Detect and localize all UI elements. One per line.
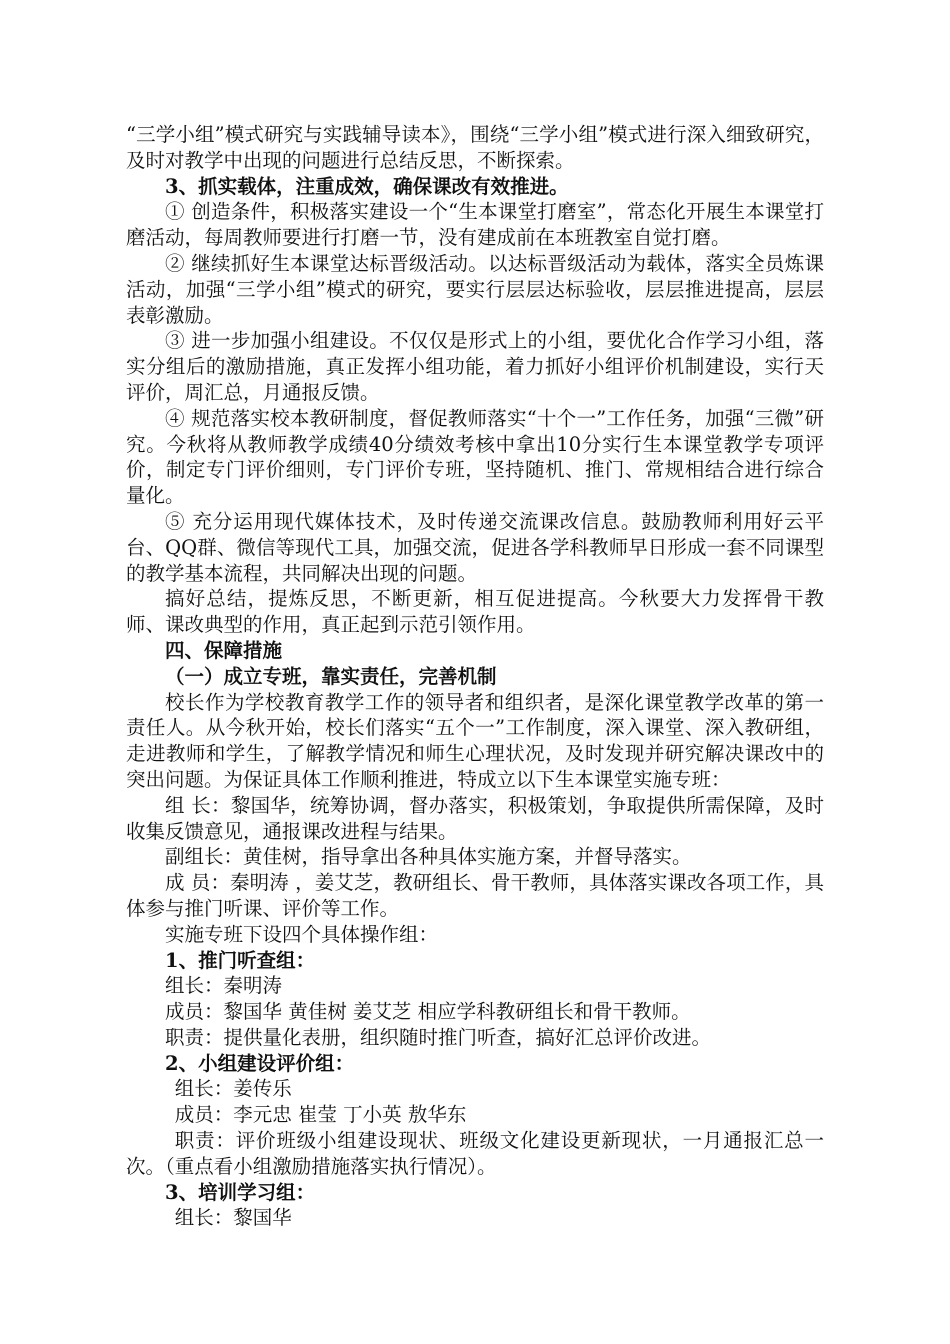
section-heading-3: 3、抓实载体，注重成效，确保课改有效推进。 (165, 174, 569, 198)
paragraph-subgroups-intro: 实施专班下设四个具体操作组： (165, 922, 439, 946)
paragraph-principal: 校长作为学校教育教学工作的领导者和组织者，是深化课堂教学改革的第一责任人。从今秋开始，校长们落实“五个一”工作制度，深入课堂、深入教研组，走进教师和学生，了解教学情况和师生心理状况，及时发现并研究解决课改中的突出问题。为保证具体工作顺利推进，特成立以下生本课堂实施专班： (126, 690, 824, 791)
paragraph-item-5: ⑤ 充分运用现代媒体技术，及时传递交流课改信息。鼓励教师利用好云平台、QQ群、微信等现代工具，加强交流，促进各学科教师早日形成一套不同课型的教学基本流程，共同解决出现的问题。 (126, 509, 824, 585)
paragraph-summary: 搞好总结，提炼反思，不断更新，相互促进提高。今秋要大力发挥骨干教师、课改典型的作用，真正起到示范引领作用。 (126, 587, 824, 637)
paragraph-deputy-leader: 副组长：黄佳树，指导拿出各种具体实施方案，并督导落实。 (165, 845, 692, 869)
subgroup-3-leader: 组长：黎国华 (174, 1206, 292, 1230)
paragraph-intro-continuation: “三学小组”模式研究与实践辅导读本》，围绕“三学小组”模式进行深入细致研究，及时对教学中出现的问题进行总结反思，不断探索。 (126, 123, 824, 172)
subgroup-2-duties: 职责：评价班级小组建设现状、班级文化建设更新现状，一月通报汇总一次。（重点看小组激励措施落实执行情况）。 (126, 1129, 824, 1178)
subgroup-heading-2: 2、小组建设评价组： (165, 1051, 355, 1075)
paragraph-group-leader: 组 长：黎国华，统筹协调，督办落实，积极策划，争取提供所需保障，及时收集反馈意见，通报课改进程与结果。 (126, 793, 824, 843)
paragraph-item-3: ③ 进一步加强小组建设。不仅仅是形式上的小组，要优化合作学习小组，落实分组后的激励措施，真正发挥小组功能，着力抓好小组评价机制建设，实行天评价，周汇总，月通报反馈。 (126, 329, 824, 404)
paragraph-item-2: ② 继续抓好生本课堂达标晋级活动。以达标晋级活动为载体，落实全员炼课活动，加强“三学小组”模式的研究，要实行层层达标验收，层层推进提高，层层表彰激励。 (126, 251, 824, 327)
subgroup-heading-1: 1、推门听查组： (165, 948, 316, 972)
subgroup-1-leader: 组长：秦明涛 (165, 974, 283, 998)
paragraph-item-1: ① 创造条件，积极落实建设一个“生本课堂打磨室”，常态化开展生本课堂打磨活动，每周教师要进行打磨一节，没有建成前在本班教室自觉打磨。 (126, 200, 824, 250)
subgroup-1-duties: 职责：提供量化表册，组织随时推门听查，搞好汇总评价改进。 (165, 1025, 712, 1049)
paragraph-members: 成 员：秦明涛 ，姜艾芝，教研组长、骨干教师，具体落实课改各项工作，具体参与推门听课、评价等工作。 (126, 871, 824, 920)
subgroup-2-leader: 组长：姜传乐 (174, 1077, 292, 1101)
subgroup-heading-3: 3、培训学习组： (165, 1180, 316, 1204)
subsection-heading-1: （一）成立专班，靠实责任，完善机制 (165, 664, 497, 688)
section-heading-4: 四、保障措施 (165, 638, 283, 662)
subgroup-2-members: 成员：李元忠 崔莹 丁小英 敖华东 (174, 1103, 467, 1127)
subgroup-1-members: 成员：黎国华 黄佳树 姜艾芝 相应学科教研组长和骨干教师。 (165, 1000, 691, 1024)
paragraph-item-4: ④ 规范落实校本教研制度，督促教师落实“十个一”工作任务，加强“三微”研究。今秋将从教师教学成绩40分绩效考核中拿出10分实行生本课堂教学专项评价，制定专门评价细则，专门评价专班，坚持随机、推门、常规相结合进行综合量化。 (126, 406, 824, 508)
document-body (126, 122, 824, 1231)
